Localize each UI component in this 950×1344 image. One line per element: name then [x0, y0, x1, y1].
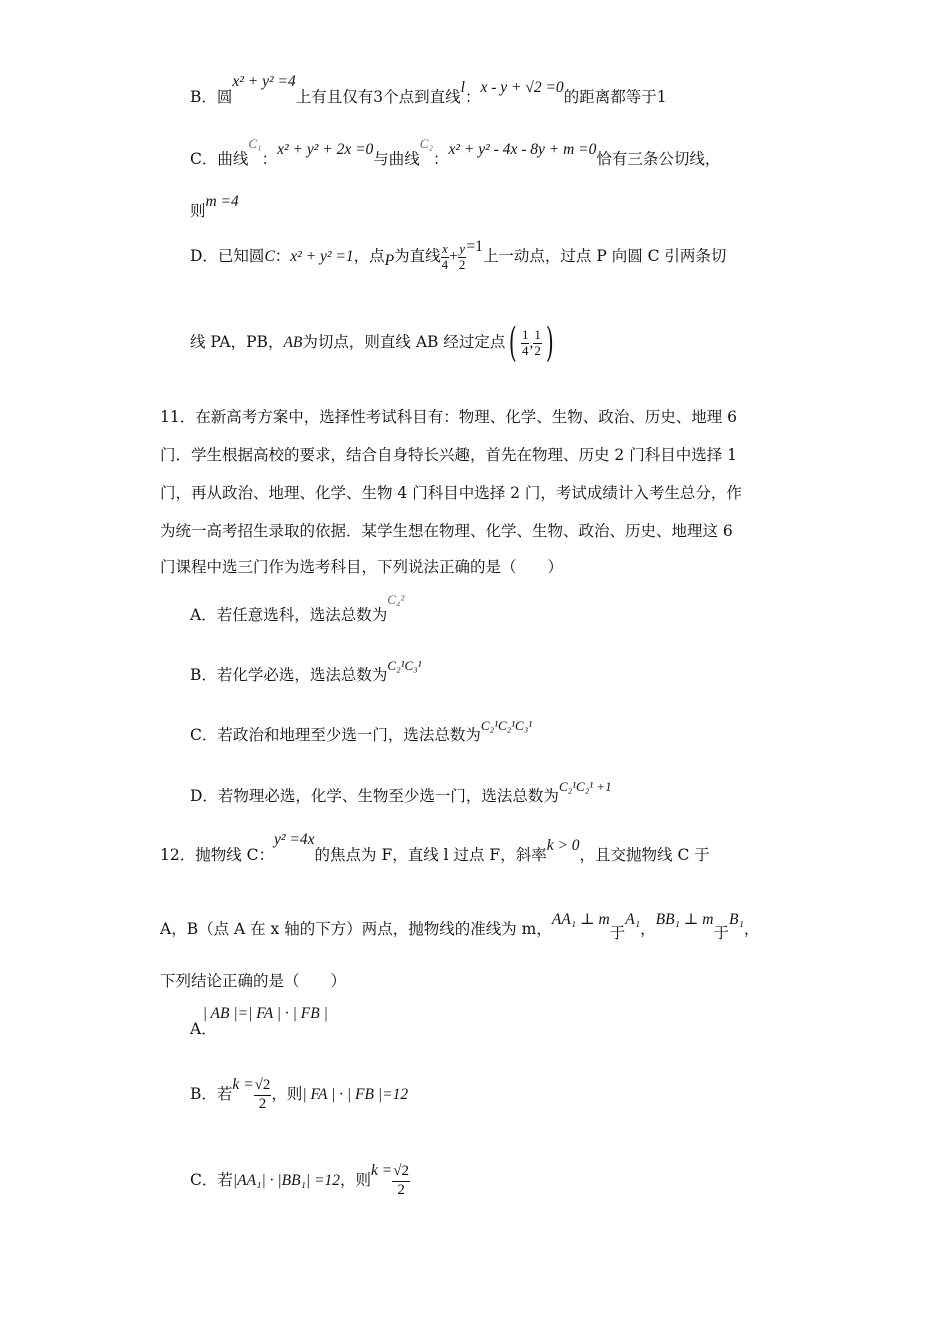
- q11-c-formula: C₂¹C₂¹C₃¹: [480, 718, 533, 733]
- q10-d-frac1-den: 4: [441, 256, 449, 272]
- q10-d-frac2-num: y: [459, 240, 466, 256]
- q10-d-right-paren: ): [545, 320, 554, 366]
- q10-d-point: P: [384, 252, 395, 269]
- q10-d-colon: ：: [274, 247, 291, 265]
- q12-line2-a: A，B（点 A 在 x 轴的下方）两点，抛物线的准线为 m，: [160, 920, 552, 938]
- q11-d-formula: C₂¹C₂¹ +1: [558, 779, 612, 794]
- q10-b-text1: 上有且仅有3个点到直线: [295, 88, 461, 106]
- q10-c-c2-eq: x² + y² - 4x - 8y + m =0: [448, 141, 597, 158]
- q12-b-num: √2: [254, 1077, 272, 1095]
- q11-d-text: D．若物理必选，化学、生物至少选一门，选法总数为: [190, 787, 559, 805]
- q12-a-formula: | AB |=| FA | · | FB |: [202, 1005, 328, 1022]
- q10-option-b: [190, 73, 667, 107]
- q10-c-c1-eq: x² + y² + 2x =0: [277, 141, 374, 158]
- q12-line2-b1: B₁: [728, 911, 744, 928]
- q10-d-pt-num2: 1: [534, 326, 541, 342]
- q12-b-k: k =: [232, 1076, 254, 1093]
- q10-d-line2-b: 为切点，则直线 AB 经过定点: [302, 333, 506, 351]
- q10-d-text2: 为直线: [394, 247, 441, 265]
- q10-d-left-paren: (: [509, 320, 518, 366]
- q10-d-frac1-num: x: [442, 240, 448, 256]
- q11-stem-line-2: 门．学生根据高校的要求，结合自身特长兴趣，首先在物理、历史 2 门科目中选择 1: [160, 446, 738, 464]
- q10-d-pt-frac2: [533, 328, 542, 359]
- q11-c-text: C．若政治和地理至少选一门，选法总数为: [190, 726, 481, 744]
- q12-b-den: 2: [258, 1095, 267, 1112]
- q10-d-line2-ab: AB: [283, 334, 303, 351]
- q10-b-colon: ：: [464, 88, 481, 106]
- q12-line-3: 下列结论正确的是（ ）: [160, 972, 347, 990]
- q10-d-line2-a: 线 PA，PB，: [190, 333, 284, 351]
- q12-line2-a1: A₁: [625, 911, 641, 928]
- q12-option-c: [190, 1158, 410, 1203]
- q12-c-num: √2: [392, 1163, 410, 1181]
- q11-option-a: [190, 592, 405, 625]
- q10-option-d: [190, 236, 726, 277]
- q11-stem-line-3: 门，再从政治、地理、化学、生物 4 门科目中选择 2 门，考试成绩计入考生总分，作: [160, 484, 742, 502]
- q10-d-frac1: [441, 242, 450, 273]
- q12-line-2: [160, 911, 760, 942]
- q12-b-frac: [254, 1077, 272, 1113]
- q10-b-circle-eq: x² + y² =4: [232, 73, 296, 90]
- q12-c-k: k =: [371, 1162, 393, 1179]
- q10-c-line2-eq: m =4: [205, 193, 239, 210]
- q10-d-frac2-den: 2: [458, 256, 466, 272]
- q12-line1-eq: y² =4x: [274, 831, 315, 848]
- q10-b-line-var: l: [460, 79, 465, 96]
- q12-line-1: [160, 831, 710, 865]
- q12-line2-yu1: 于: [609, 924, 626, 942]
- q10-c-colon1: ：: [261, 150, 278, 168]
- q12-c-mid: ，则: [340, 1171, 372, 1189]
- q12-line1-k: k > 0: [546, 837, 580, 854]
- q10-option-c-line2: [190, 193, 239, 221]
- q11-option-b: [190, 658, 422, 685]
- q12-line2-comma: ，: [640, 920, 656, 938]
- q12-line1-b: 的焦点为 F，直线 l 过点 F，斜率: [314, 846, 547, 864]
- q12-line2-end: ，: [743, 920, 760, 938]
- q10-d-text3: 上一动点，过点 P 向圆 C 引两条切: [482, 247, 727, 265]
- q11-a-text: A．若任意选科，选法总数为: [190, 606, 388, 624]
- q12-line2-f1: AA₁ ⊥ m: [551, 911, 610, 928]
- q12-c-frac: [392, 1163, 410, 1199]
- q10-c-c1: C₁: [248, 136, 262, 151]
- q11-a-formula: C₄²: [387, 592, 405, 607]
- q12-b-formula: | FA | · | FB |=12: [302, 1086, 409, 1103]
- q11-stem-line-5: 门课程中选三门作为选考科目，下列说法正确的是（ ）: [160, 558, 564, 576]
- q12-option-b: [190, 1072, 408, 1117]
- q10-option-d-line2: [190, 320, 557, 366]
- q10-b-line-eq: x - y + √2 =0: [480, 79, 564, 96]
- q12-c-label: C．若: [190, 1171, 233, 1189]
- q11-stem-line-4: 为统一高考招生录取的依据．某学生想在物理、化学、生物、政治、历史、地理这 6: [160, 522, 733, 540]
- q10-c-text1: 与曲线: [373, 150, 420, 168]
- q10-d-eq-one: =1: [466, 238, 483, 255]
- q11-option-c: [190, 718, 533, 745]
- q11-b-formula: C₂¹C₃¹: [387, 658, 422, 673]
- q11-option-d: [190, 779, 612, 806]
- q11-b-text: B．若化学必选，选法总数为: [190, 666, 388, 684]
- q12-option-a: [190, 1005, 342, 1039]
- q10-d-pt-comma: ,: [529, 334, 534, 351]
- q12-line1-a: 12．抛物线 C：: [160, 846, 275, 864]
- q10-d-pt-num1: 1: [521, 326, 529, 342]
- q10-c-c2: C₂: [419, 136, 433, 151]
- q10-c-line2-prefix: 则: [190, 202, 206, 220]
- q10-d-circle-eq: x² + y² =1: [290, 248, 354, 265]
- q10-option-c: [190, 136, 721, 169]
- q10-c-label: C．曲线: [190, 150, 249, 168]
- q12-b-mid: ，则: [271, 1085, 303, 1103]
- q12-line1-c: ，且交抛物线 C 于: [579, 846, 710, 864]
- q10-d-text1: ，点: [353, 247, 385, 265]
- q12-c-den: 2: [397, 1181, 405, 1198]
- q10-b-text2: 的距离都等于1: [563, 88, 667, 106]
- q10-d-pt-den1: 4: [521, 342, 529, 358]
- q12-c-formula: |AA₁| · |BB₁| =12: [232, 1172, 341, 1189]
- q10-c-text2: 恰有三条公切线，: [596, 150, 721, 168]
- q12-line2-yu2: 于: [713, 924, 729, 942]
- q12-a-label: A．: [190, 1020, 217, 1038]
- q10-d-pt-den2: 2: [534, 342, 541, 358]
- q12-b-label: B．若: [190, 1085, 233, 1103]
- q11-stem-line-1: 11．在新高考方案中，选择性考试科目有：物理、化学、生物、政治、历史、地理 6: [160, 408, 738, 426]
- q10-d-label: D．已知圆: [190, 247, 265, 265]
- q10-d-circle: C: [264, 248, 275, 265]
- q10-b-label: B．圆: [190, 88, 233, 106]
- q10-d-plus: +: [449, 248, 458, 265]
- q10-c-colon2: ：: [433, 150, 449, 168]
- q12-line2-f2: BB₁ ⊥ m: [655, 911, 714, 928]
